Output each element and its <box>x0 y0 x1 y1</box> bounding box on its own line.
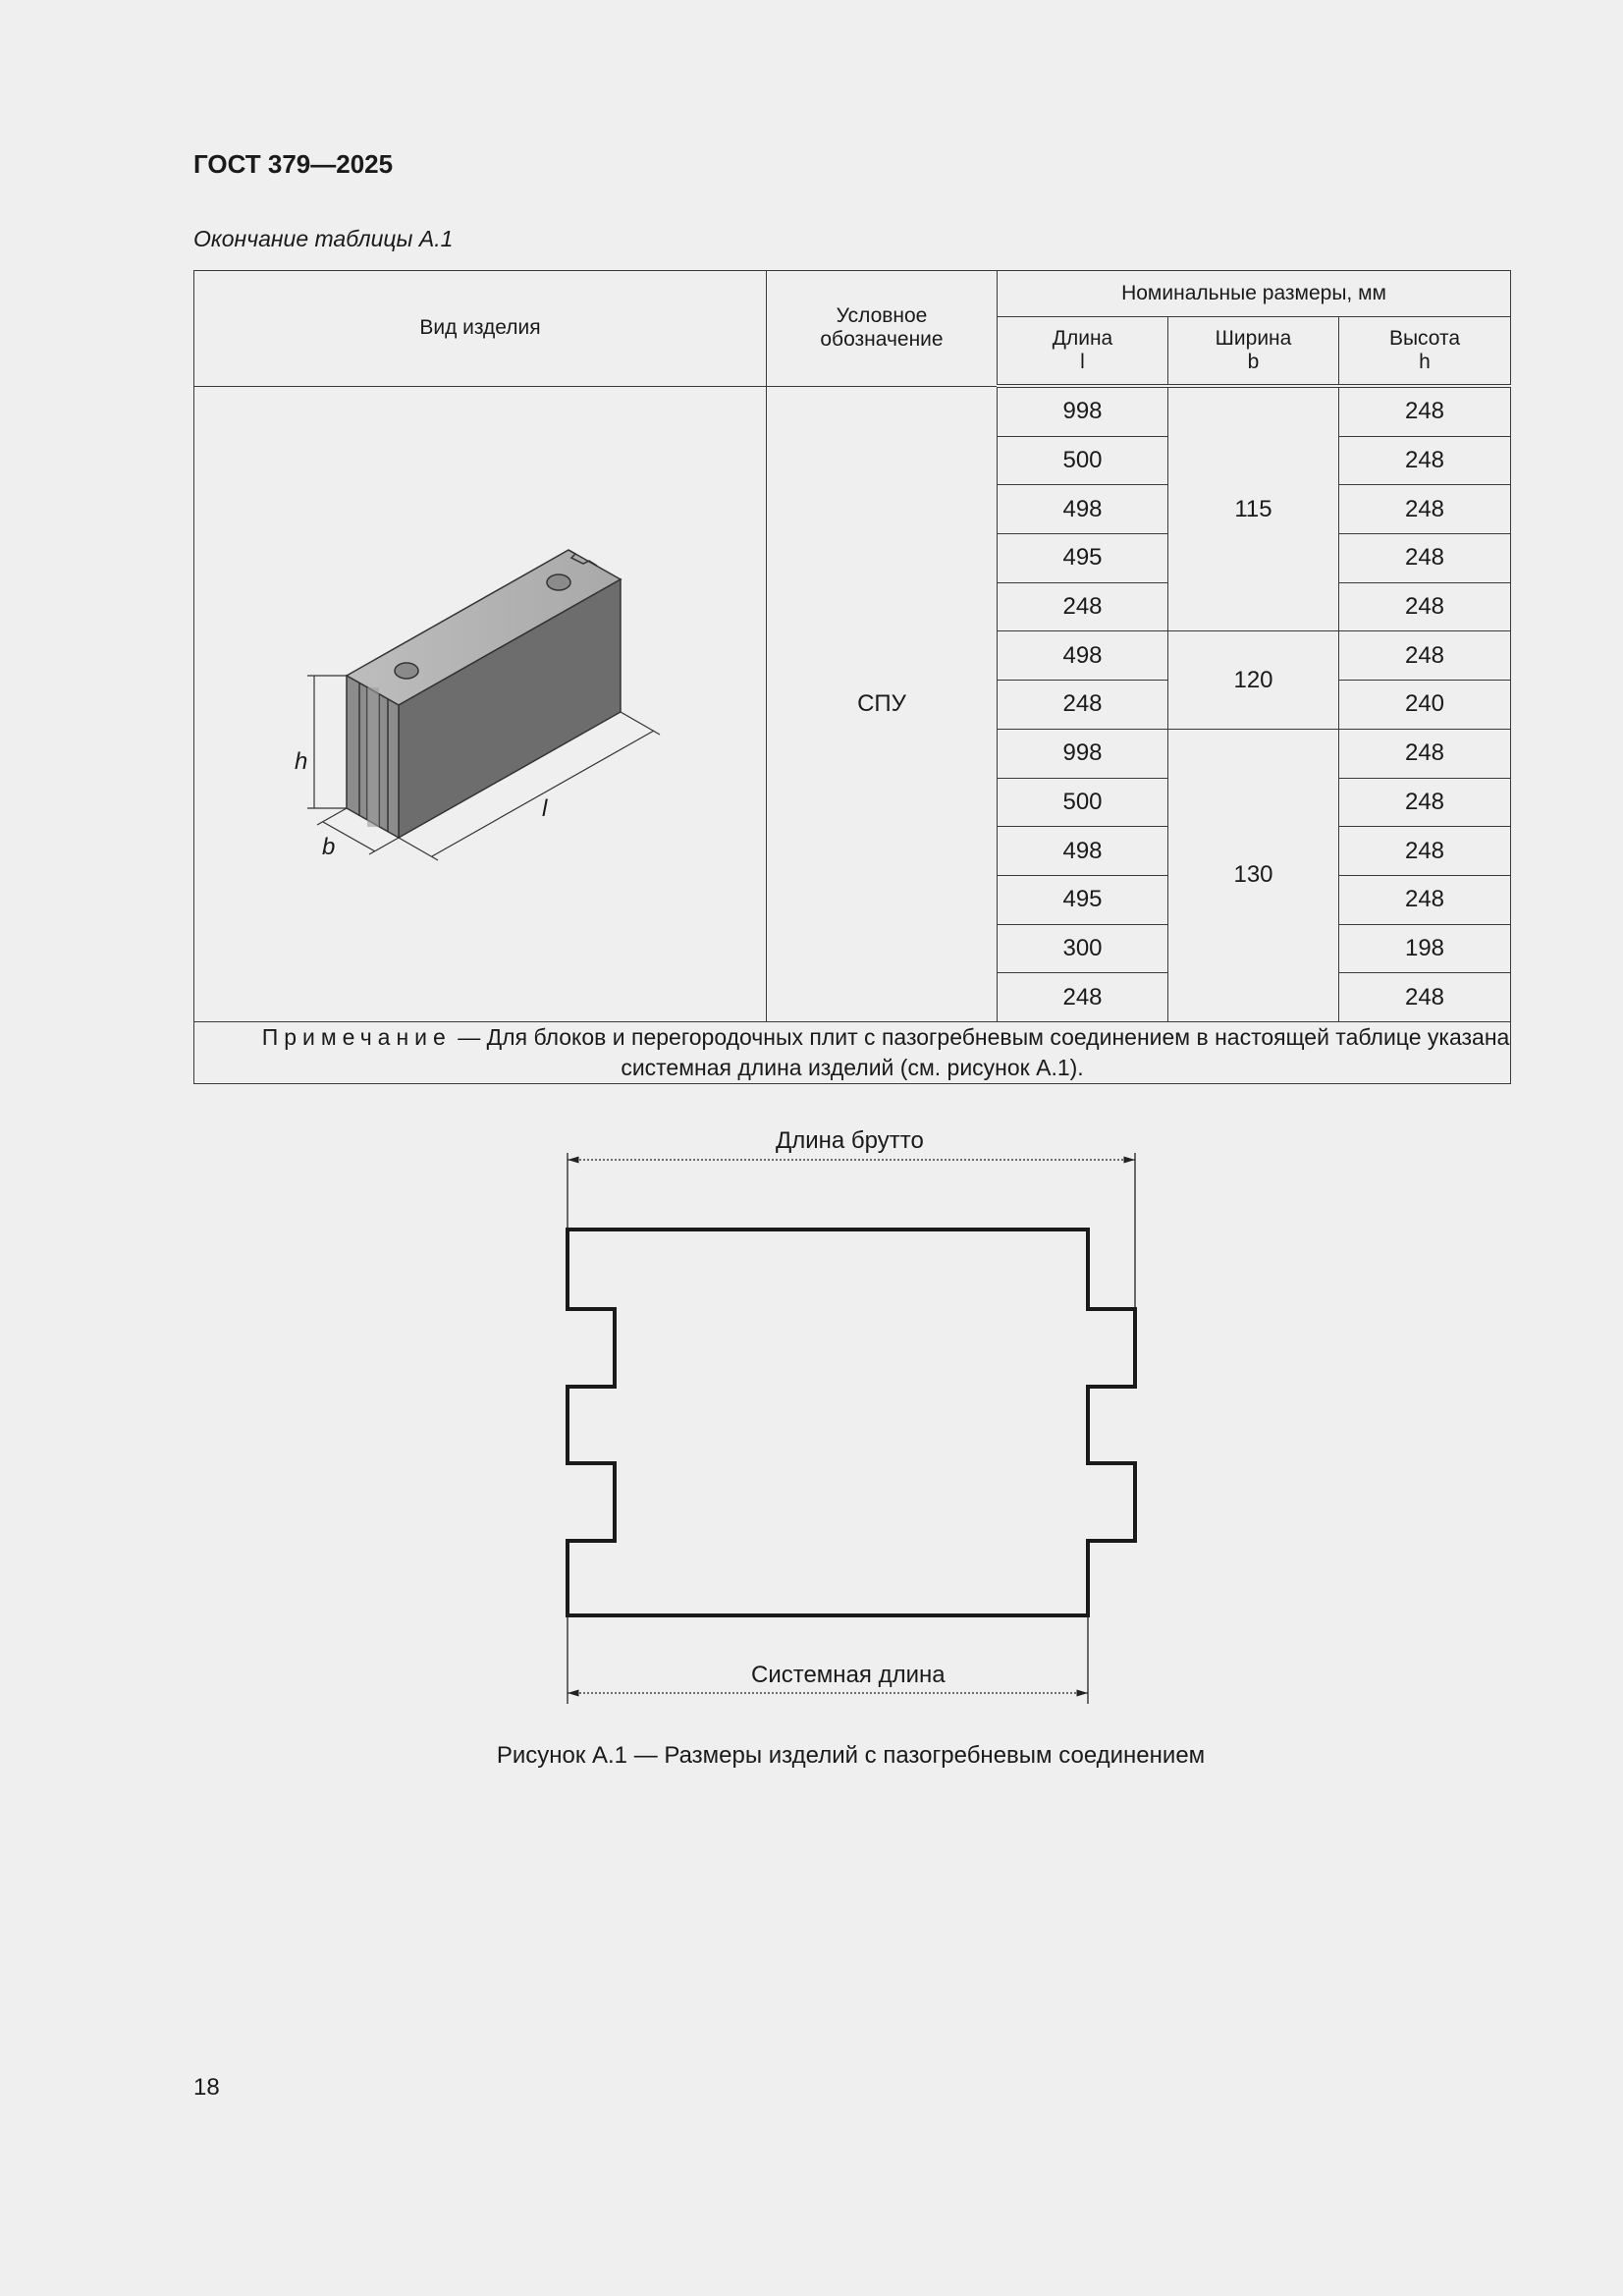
dimensions-table <box>193 270 1511 1084</box>
dimension-h-label: h <box>295 747 308 775</box>
note-text: — Для блоков и перегородочных плит с пазогребневым соединением в настоящей таблице указана системная длина изделий (см. рисунок А.1). <box>451 1023 1510 1080</box>
length-cell: 498 <box>998 827 1168 876</box>
designation-cell: СПУ <box>767 386 998 1021</box>
height-cell: 248 <box>1339 436 1511 485</box>
length-cell: 498 <box>998 485 1168 534</box>
header-height: Высота h <box>1339 317 1511 387</box>
width-cell: 130 <box>1168 729 1339 1021</box>
gross-length-label: Длина брутто <box>776 1127 924 1154</box>
length-cell: 998 <box>998 729 1168 778</box>
dimension-b-label: b <box>322 833 336 860</box>
height-cell: 240 <box>1339 681 1511 730</box>
table-row <box>194 386 1511 436</box>
length-cell: 998 <box>998 386 1168 436</box>
height-cell: 248 <box>1339 778 1511 827</box>
block-illustration <box>194 387 767 1023</box>
page-number: 18 <box>193 2074 220 2101</box>
height-cell: 248 <box>1339 875 1511 924</box>
table-note <box>194 1021 1511 1083</box>
header-nominal-dims: Номинальные размеры, мм <box>998 271 1511 317</box>
document-code: ГОСТ 379—2025 <box>193 149 394 179</box>
note-label: Примечание <box>261 1023 452 1050</box>
height-cell: 198 <box>1339 924 1511 973</box>
length-cell: 495 <box>998 534 1168 583</box>
dimension-l-label: l <box>542 794 548 822</box>
header-designation: Условное обозначение <box>767 271 998 387</box>
product-illustration-cell <box>194 386 767 1021</box>
length-cell: 500 <box>998 778 1168 827</box>
height-cell: 248 <box>1339 729 1511 778</box>
width-cell: 120 <box>1168 631 1339 729</box>
tongue-groove-figure <box>550 1120 1159 1709</box>
height-cell: 248 <box>1339 973 1511 1022</box>
system-length-label: Системная длина <box>751 1662 946 1688</box>
height-cell: 248 <box>1339 827 1511 876</box>
header-product-type: Вид изделия <box>194 271 767 387</box>
height-cell: 248 <box>1339 386 1511 436</box>
length-cell: 498 <box>998 631 1168 681</box>
length-cell: 248 <box>998 582 1168 631</box>
length-cell: 300 <box>998 924 1168 973</box>
height-cell: 248 <box>1339 534 1511 583</box>
figure-caption: Рисунок А.1 — Размеры изделий с пазогребневым соединением <box>496 1742 1206 1769</box>
length-cell: 495 <box>998 875 1168 924</box>
height-cell: 248 <box>1339 485 1511 534</box>
length-cell: 248 <box>998 681 1168 730</box>
height-cell: 248 <box>1339 631 1511 681</box>
height-cell: 248 <box>1339 582 1511 631</box>
length-cell: 500 <box>998 436 1168 485</box>
header-length: Длина l <box>998 317 1168 387</box>
width-cell: 115 <box>1168 386 1339 631</box>
length-cell: 248 <box>998 973 1168 1022</box>
header-width: Ширина b <box>1168 317 1339 387</box>
table-caption: Окончание таблицы А.1 <box>193 226 454 251</box>
